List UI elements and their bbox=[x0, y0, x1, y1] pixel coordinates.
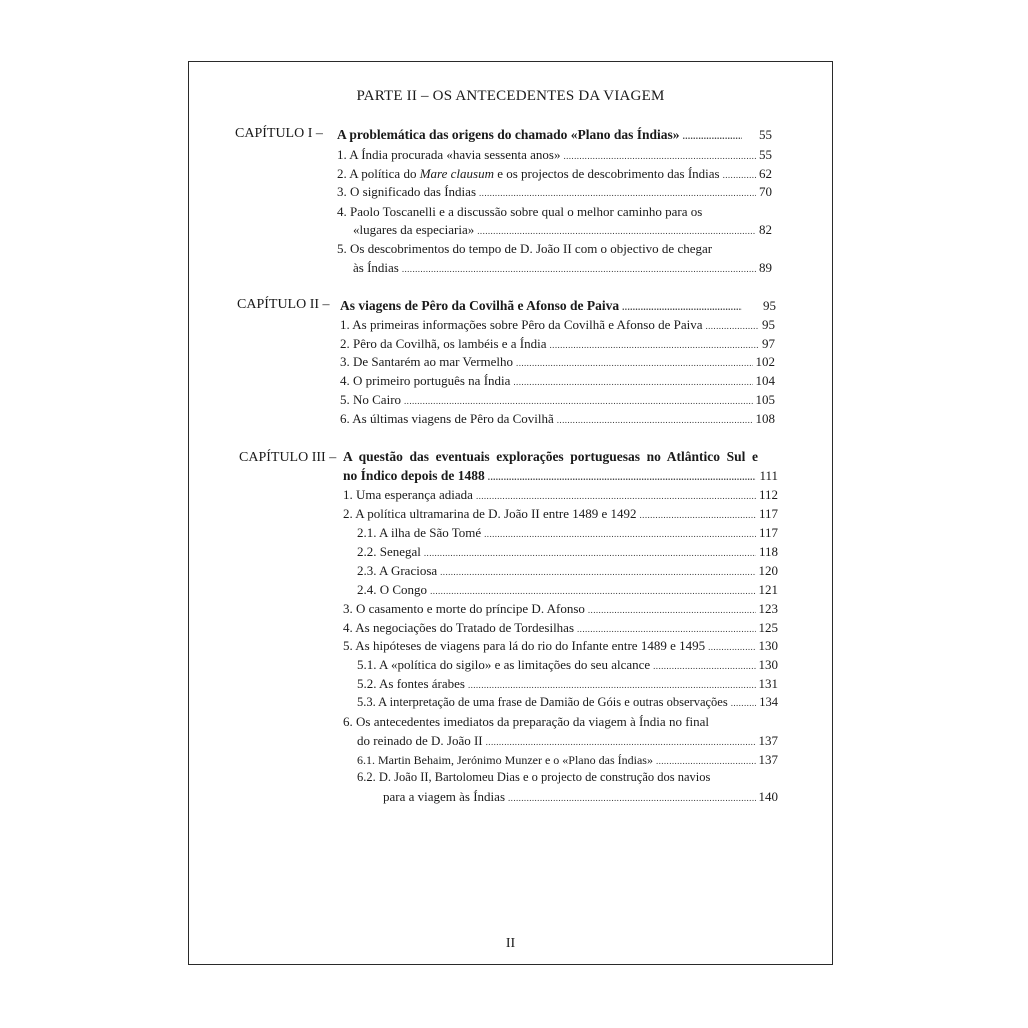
chapter-2-title: As viagens de Pêro da Covilhã e Afonso de Paiva bbox=[340, 298, 620, 313]
toc-entry[interactable]: «lugares da especiaria» ..... 82 bbox=[353, 221, 772, 238]
toc-entry[interactable]: 2. A política do Mare clausum e os projectos de descobrimento das Índias ..... 62 bbox=[337, 165, 772, 182]
toc-entry[interactable]: às Índias ..... 89 bbox=[353, 259, 772, 276]
chapter-2-label: CAPÍTULO II – bbox=[237, 297, 330, 312]
leader-dots bbox=[476, 488, 756, 505]
chapter-1-title-entry[interactable] bbox=[337, 126, 745, 143]
part-title: PARTE II – OS ANTECEDENTES DA VIAGEM bbox=[356, 88, 665, 104]
leader-dots bbox=[468, 677, 756, 694]
leader-dots bbox=[516, 355, 752, 372]
leader-dots bbox=[508, 790, 755, 807]
leader-dots bbox=[557, 412, 753, 429]
toc-entry[interactable]: 2. Pêro da Covilhã, os lambéis e a Índia ..... 97 bbox=[340, 335, 775, 352]
leader-dots bbox=[477, 223, 756, 240]
toc-entry[interactable]: 2.1. A ilha de São Tomé ..... 117 bbox=[357, 524, 778, 541]
chapter-1-title: A problemática das origens do chamado «Plano das Índias» bbox=[337, 127, 680, 142]
chapter-3-title: no Índico depois de 1488 bbox=[343, 468, 485, 483]
toc-entry-line1: 6. Os antecedentes imediatos da preparação da viagem à Índia no final bbox=[343, 714, 710, 729]
toc-entry[interactable]: 5. As hipóteses de viagens para lá do rio do Infante entre 1489 e 1495 ..... 130 bbox=[343, 637, 778, 654]
page-number: II bbox=[505, 936, 516, 951]
toc-entry-line1: 4. Paolo Toscanelli e a discussão sobre qual o melhor caminho para os bbox=[337, 204, 703, 219]
toc-entry[interactable]: para a viagem às Índias ..... 140 bbox=[383, 788, 778, 805]
leader-dots bbox=[484, 526, 756, 543]
chapter-3-title-entry[interactable]: no Índico depois de 1488 ..... 111 bbox=[343, 467, 778, 484]
chapter-2-page: 95 bbox=[763, 298, 776, 313]
leader-dots bbox=[550, 337, 759, 354]
leader-dots bbox=[404, 393, 752, 410]
toc-entry[interactable]: 5.2. As fontes árabes ..... 131 bbox=[357, 675, 778, 692]
toc-entry[interactable]: 6. As últimas viagens de Pêro da Covilhã ..... 108 bbox=[340, 410, 775, 427]
leader-dots bbox=[424, 545, 756, 562]
toc-entry[interactable]: 4. O primeiro português na Índia ..... 104 bbox=[340, 372, 775, 389]
leader-dots bbox=[486, 734, 756, 751]
leader-dots bbox=[479, 185, 756, 202]
chapter-3-title-line1: A questão das eventuais explorações portuguesas no Atlântico Sul e bbox=[343, 449, 758, 464]
toc-entry[interactable]: 1. As primeiras informações sobre Pêro da Covilhã e Afonso de Paiva ..... 95 bbox=[340, 316, 775, 333]
page-frame bbox=[188, 61, 833, 965]
toc-entry[interactable]: 5. No Cairo ..... 105 bbox=[340, 391, 775, 408]
leader-dots bbox=[513, 374, 752, 391]
leader-dots bbox=[656, 753, 756, 770]
toc-entry[interactable]: 2. A política ultramarina de D. João II entre 1489 e 1492 ..... 117 bbox=[343, 505, 778, 522]
toc-entry[interactable]: 4. As negociações do Tratado de Tordesilhas ..... 125 bbox=[343, 619, 778, 636]
leader-dots bbox=[640, 507, 756, 524]
toc-entry[interactable]: 2.4. O Congo ..... 121 bbox=[357, 581, 778, 598]
leader-dots bbox=[430, 583, 755, 600]
leader-dots bbox=[563, 148, 756, 165]
toc-entry[interactable]: 2.2. Senegal ..... 118 bbox=[357, 543, 778, 560]
toc-entry[interactable]: 3. O significado das Índias ..... 70 bbox=[337, 183, 772, 200]
toc-entry[interactable]: 5.3. A interpretação de uma frase de Damião de Góis e outras observações ..... 134 bbox=[357, 694, 778, 711]
toc-entry[interactable]: do reinado de D. João II ..... 137 bbox=[357, 732, 778, 749]
leader-dots bbox=[440, 564, 755, 581]
leader-dots bbox=[731, 695, 757, 712]
chapter-3-label: CAPÍTULO III – bbox=[239, 450, 337, 465]
leader-dots bbox=[588, 602, 756, 619]
chapter-1-page: 55 bbox=[759, 127, 772, 142]
leader-dots bbox=[577, 621, 755, 638]
toc-entry-line1: 5. Os descobrimentos do tempo de D. João II com o objectivo de chegar bbox=[337, 241, 713, 256]
leader-dots bbox=[488, 469, 757, 486]
chapter-1-label: CAPÍTULO I – bbox=[235, 126, 323, 141]
leader-dots bbox=[723, 167, 756, 184]
leader-dots bbox=[402, 261, 756, 278]
leader-dots bbox=[708, 639, 755, 656]
toc-entry[interactable]: 3. O casamento e morte do príncipe D. Afonso ..... 123 bbox=[343, 600, 778, 617]
toc-entry[interactable]: 3. De Santarém ao mar Vermelho ..... 102 bbox=[340, 353, 775, 370]
toc-entry[interactable]: 1. A Índia procurada «havia sessenta anos» ..... 55 bbox=[337, 146, 772, 163]
chapter-2-title-entry[interactable] bbox=[340, 297, 745, 314]
leader-dots bbox=[653, 658, 755, 675]
toc-entry-line1: 6.2. D. João II, Bartolomeu Dias e o projecto de construção dos navios bbox=[357, 770, 711, 784]
leader-dots bbox=[705, 318, 759, 335]
toc-entry[interactable]: 2.3. A Graciosa ..... 120 bbox=[357, 562, 778, 579]
leader-dots bbox=[622, 299, 742, 316]
toc-entry[interactable]: 5.1. A «política do sigilo» e as limitações do seu alcance ..... 130 bbox=[357, 656, 778, 673]
toc-entry[interactable]: 1. Uma esperança adiada ..... 112 bbox=[343, 486, 778, 503]
toc-entry[interactable]: 6.1. Martin Behaim, Jerónimo Munzer e o «Plano das Índias» ..... 137 bbox=[357, 751, 778, 768]
leader-dots bbox=[683, 128, 742, 145]
